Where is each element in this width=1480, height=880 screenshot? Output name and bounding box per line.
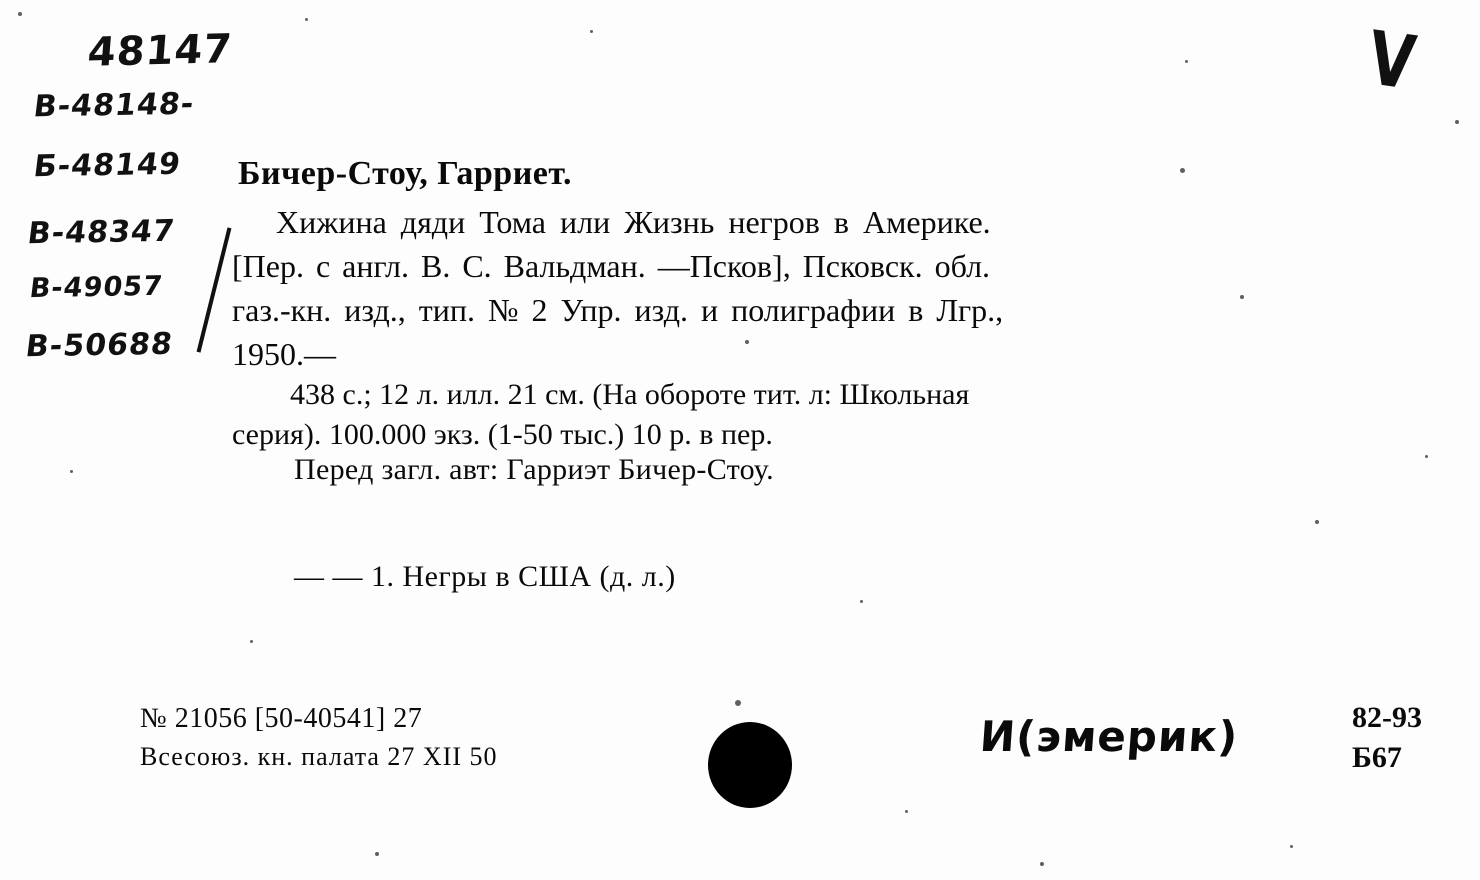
pen-slash-mark bbox=[197, 227, 232, 352]
title-line-3: газ.-кн. изд., тип. № 2 Упр. изд. и полиграфии в Лгр., bbox=[232, 292, 1004, 328]
shelf-mark bbox=[1352, 698, 1422, 778]
handwritten-top-number: 48147 bbox=[86, 26, 235, 76]
shelf-mark-top: 82-93 bbox=[1352, 701, 1422, 734]
scan-speck bbox=[375, 852, 379, 856]
scan-speck bbox=[1290, 845, 1293, 848]
handwritten-call-number-1: В-48148- bbox=[31, 86, 197, 125]
collation-line-2: серия). 100.000 экз. (1-50 тыс.) 10 р. в пер. bbox=[232, 418, 773, 451]
author-heading: Бичер-Стоу, Гарриет. bbox=[238, 155, 573, 192]
scan-speck bbox=[70, 470, 73, 473]
title-statement bbox=[232, 200, 1412, 376]
title-line-1: Хижина дяди Тома или Жизнь негров в Америке. bbox=[276, 204, 991, 240]
scan-speck bbox=[745, 340, 749, 344]
checkmark-icon: V bbox=[1362, 15, 1421, 107]
footer-imprint bbox=[140, 700, 498, 776]
scan-speck bbox=[735, 700, 741, 706]
collation-statement bbox=[232, 375, 1422, 455]
scan-speck bbox=[1040, 862, 1044, 866]
scan-speck bbox=[1180, 168, 1185, 173]
title-line-4: 1950.— bbox=[232, 336, 336, 372]
scan-speck bbox=[860, 600, 863, 603]
shelf-mark-bottom: Б67 bbox=[1352, 741, 1402, 774]
handwritten-call-number-4: В-49057 bbox=[27, 270, 165, 305]
scan-speck bbox=[1455, 120, 1459, 124]
handwritten-call-number-3: В-48347 bbox=[25, 213, 178, 252]
scan-speck bbox=[305, 18, 308, 21]
scan-speck bbox=[1425, 455, 1428, 458]
scan-speck bbox=[1185, 60, 1188, 63]
scan-speck bbox=[1315, 520, 1319, 524]
ink-blot bbox=[708, 722, 792, 808]
scan-speck bbox=[590, 30, 593, 33]
record-number: № 21056 [50-40541] 27 bbox=[140, 703, 423, 734]
scan-speck bbox=[250, 640, 253, 643]
scan-speck bbox=[1240, 295, 1244, 299]
scan-speck bbox=[905, 810, 908, 813]
subject-tracing: — — 1. Негры в США (д. л.) bbox=[294, 560, 676, 593]
title-line-2: [Пер. с англ. В. С. Вальдман. —Псков], Псковск. обл. bbox=[232, 248, 991, 284]
handwritten-classification: И(эмерик) bbox=[978, 712, 1240, 761]
issuing-agency: Всесоюз. кн. палата 27 XII 50 bbox=[140, 742, 498, 771]
collation-line-1: 438 с.; 12 л. илл. 21 см. (На обороте тит. л: Школьная bbox=[290, 378, 970, 411]
handwritten-call-number-2: Б-48149 bbox=[31, 146, 184, 185]
handwritten-call-number-5: В-50688 bbox=[23, 326, 176, 365]
note-statement: Перед загл. авт: Гарриэт Бичер-Стоу. bbox=[294, 453, 774, 486]
scan-speck bbox=[18, 12, 22, 16]
